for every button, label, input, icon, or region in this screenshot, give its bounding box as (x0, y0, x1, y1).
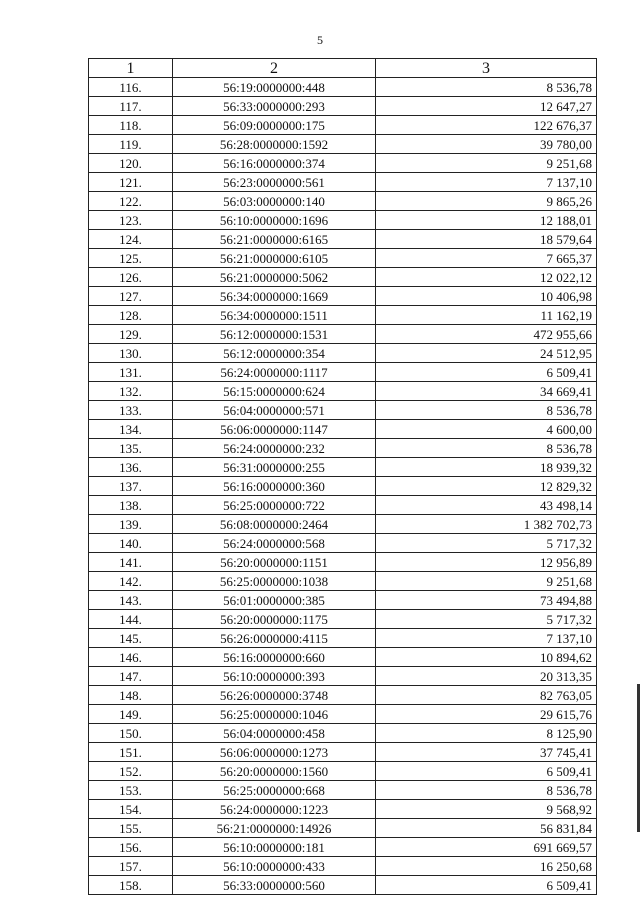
row-number: 151. (89, 743, 173, 762)
amount-value: 8 536,78 (376, 78, 597, 97)
cadastral-number: 56:34:0000000:1669 (173, 287, 376, 306)
row-number: 156. (89, 838, 173, 857)
cadastral-number: 56:16:0000000:374 (173, 154, 376, 173)
amount-value: 5 717,32 (376, 534, 597, 553)
amount-value: 9 865,26 (376, 192, 597, 211)
amount-value: 8 536,78 (376, 401, 597, 420)
cadastral-number: 56:19:0000000:448 (173, 78, 376, 97)
row-number: 153. (89, 781, 173, 800)
amount-value: 10 894,62 (376, 648, 597, 667)
cadastral-number: 56:33:0000000:293 (173, 97, 376, 116)
row-number: 158. (89, 876, 173, 895)
header-col-1: 1 (89, 59, 173, 78)
table-row (89, 819, 597, 838)
row-number: 121. (89, 173, 173, 192)
table-row (89, 648, 597, 667)
table-row (89, 496, 597, 515)
cadastral-number: 56:04:0000000:571 (173, 401, 376, 420)
amount-value: 9 251,68 (376, 572, 597, 591)
amount-value: 7 665,37 (376, 249, 597, 268)
row-number: 146. (89, 648, 173, 667)
row-number: 138. (89, 496, 173, 515)
row-number: 136. (89, 458, 173, 477)
table-row (89, 268, 597, 287)
cadastral-number: 56:03:0000000:140 (173, 192, 376, 211)
table-row (89, 838, 597, 857)
row-number: 135. (89, 439, 173, 458)
table-row (89, 420, 597, 439)
row-number: 132. (89, 382, 173, 401)
amount-value: 37 745,41 (376, 743, 597, 762)
header-col-2: 2 (173, 59, 376, 78)
cadastral-number: 56:15:0000000:624 (173, 382, 376, 401)
cadastral-number: 56:21:0000000:6105 (173, 249, 376, 268)
row-number: 120. (89, 154, 173, 173)
table-row (89, 572, 597, 591)
amount-value: 12 829,32 (376, 477, 597, 496)
row-number: 145. (89, 629, 173, 648)
cadastral-number: 56:10:0000000:181 (173, 838, 376, 857)
table-row (89, 477, 597, 496)
table-row (89, 686, 597, 705)
table-row (89, 97, 597, 116)
table-row (89, 629, 597, 648)
amount-value: 691 669,57 (376, 838, 597, 857)
amount-value: 6 509,41 (376, 876, 597, 895)
amount-value: 34 669,41 (376, 382, 597, 401)
table-row (89, 306, 597, 325)
table-row (89, 363, 597, 382)
table-row (89, 515, 597, 534)
row-number: 140. (89, 534, 173, 553)
amount-value: 73 494,88 (376, 591, 597, 610)
row-number: 130. (89, 344, 173, 363)
amount-value: 29 615,76 (376, 705, 597, 724)
cadastral-number: 56:23:0000000:561 (173, 173, 376, 192)
header-col-3: 3 (376, 59, 597, 78)
table-row (89, 325, 597, 344)
row-number: 142. (89, 572, 173, 591)
row-number: 148. (89, 686, 173, 705)
cadastral-number: 56:16:0000000:360 (173, 477, 376, 496)
cadastral-number: 56:20:0000000:1151 (173, 553, 376, 572)
cadastral-number: 56:21:0000000:6165 (173, 230, 376, 249)
table-row (89, 78, 597, 97)
table-row (89, 401, 597, 420)
row-number: 147. (89, 667, 173, 686)
table-row (89, 591, 597, 610)
amount-value: 8 536,78 (376, 781, 597, 800)
table-row (89, 743, 597, 762)
cadastral-number: 56:28:0000000:1592 (173, 135, 376, 154)
cadastral-number: 56:26:0000000:4115 (173, 629, 376, 648)
table-row (89, 724, 597, 743)
amount-value: 18 939,32 (376, 458, 597, 477)
table-row (89, 553, 597, 572)
table-row (89, 781, 597, 800)
row-number: 157. (89, 857, 173, 876)
row-number: 127. (89, 287, 173, 306)
row-number: 150. (89, 724, 173, 743)
row-number: 154. (89, 800, 173, 819)
table-row (89, 439, 597, 458)
table-row (89, 249, 597, 268)
cadastral-number: 56:10:0000000:433 (173, 857, 376, 876)
amount-value: 8 536,78 (376, 439, 597, 458)
table-row (89, 762, 597, 781)
page-number: 5 (317, 33, 323, 47)
cadastral-number: 56:31:0000000:255 (173, 458, 376, 477)
amount-value: 10 406,98 (376, 287, 597, 306)
row-number: 123. (89, 211, 173, 230)
amount-value: 12 956,89 (376, 553, 597, 572)
amount-value: 43 498,14 (376, 496, 597, 515)
cadastral-number: 56:09:0000000:175 (173, 116, 376, 135)
cadastral-number: 56:25:0000000:722 (173, 496, 376, 515)
cadastral-number: 56:33:0000000:560 (173, 876, 376, 895)
table-row (89, 876, 597, 895)
cadastral-number: 56:06:0000000:1147 (173, 420, 376, 439)
cadastral-number: 56:21:0000000:5062 (173, 268, 376, 287)
cadastral-number: 56:12:0000000:1531 (173, 325, 376, 344)
cadastral-number: 56:24:0000000:1223 (173, 800, 376, 819)
cadastral-number: 56:16:0000000:660 (173, 648, 376, 667)
cadastral-number: 56:20:0000000:1560 (173, 762, 376, 781)
cadastral-number: 56:24:0000000:232 (173, 439, 376, 458)
table-row (89, 534, 597, 553)
table-row (89, 116, 597, 135)
row-number: 129. (89, 325, 173, 344)
row-number: 149. (89, 705, 173, 724)
row-number: 133. (89, 401, 173, 420)
row-number: 155. (89, 819, 173, 838)
cadastral-number: 56:26:0000000:3748 (173, 686, 376, 705)
row-number: 124. (89, 230, 173, 249)
amount-value: 7 137,10 (376, 629, 597, 648)
amount-value: 9 568,92 (376, 800, 597, 819)
table-row (89, 173, 597, 192)
table-row (89, 344, 597, 363)
cadastral-number: 56:01:0000000:385 (173, 591, 376, 610)
amount-value: 56 831,84 (376, 819, 597, 838)
row-number: 117. (89, 97, 173, 116)
table-row (89, 211, 597, 230)
table-row (89, 382, 597, 401)
row-number: 128. (89, 306, 173, 325)
amount-value: 5 717,32 (376, 610, 597, 629)
amount-value: 18 579,64 (376, 230, 597, 249)
amount-value: 1 382 702,73 (376, 515, 597, 534)
cadastral-number: 56:34:0000000:1511 (173, 306, 376, 325)
cadastral-number: 56:24:0000000:1117 (173, 363, 376, 382)
amount-value: 7 137,10 (376, 173, 597, 192)
cadastral-number: 56:25:0000000:1046 (173, 705, 376, 724)
amount-value: 39 780,00 (376, 135, 597, 154)
row-number: 144. (89, 610, 173, 629)
table-row (89, 230, 597, 249)
amount-value: 122 676,37 (376, 116, 597, 135)
row-number: 122. (89, 192, 173, 211)
table-row (89, 287, 597, 306)
cadastral-number: 56:24:0000000:568 (173, 534, 376, 553)
row-number: 152. (89, 762, 173, 781)
amount-value: 12 647,27 (376, 97, 597, 116)
amount-value: 4 600,00 (376, 420, 597, 439)
cadastral-number: 56:12:0000000:354 (173, 344, 376, 363)
amount-value: 6 509,41 (376, 363, 597, 382)
row-number: 141. (89, 553, 173, 572)
table-row (89, 667, 597, 686)
row-number: 118. (89, 116, 173, 135)
amount-value: 12 022,12 (376, 268, 597, 287)
amount-value: 20 313,35 (376, 667, 597, 686)
cadastral-number: 56:10:0000000:393 (173, 667, 376, 686)
cadastral-number: 56:06:0000000:1273 (173, 743, 376, 762)
row-number: 143. (89, 591, 173, 610)
row-number: 131. (89, 363, 173, 382)
table-row (89, 135, 597, 154)
row-number: 119. (89, 135, 173, 154)
amount-value: 9 251,68 (376, 154, 597, 173)
cadastral-number: 56:04:0000000:458 (173, 724, 376, 743)
table-row (89, 154, 597, 173)
row-number: 134. (89, 420, 173, 439)
cadastral-number: 56:25:0000000:1038 (173, 572, 376, 591)
row-number: 125. (89, 249, 173, 268)
data-table (88, 58, 597, 895)
row-number: 126. (89, 268, 173, 287)
amount-value: 472 955,66 (376, 325, 597, 344)
table-row (89, 458, 597, 477)
amount-value: 82 763,05 (376, 686, 597, 705)
cadastral-number: 56:25:0000000:668 (173, 781, 376, 800)
row-number: 137. (89, 477, 173, 496)
table-row (89, 800, 597, 819)
cadastral-number: 56:10:0000000:1696 (173, 211, 376, 230)
table-row (89, 857, 597, 876)
row-number: 116. (89, 78, 173, 97)
amount-value: 16 250,68 (376, 857, 597, 876)
cadastral-number: 56:08:0000000:2464 (173, 515, 376, 534)
amount-value: 11 162,19 (376, 306, 597, 325)
row-number: 139. (89, 515, 173, 534)
amount-value: 8 125,90 (376, 724, 597, 743)
amount-value: 12 188,01 (376, 211, 597, 230)
cadastral-number: 56:21:0000000:14926 (173, 819, 376, 838)
amount-value: 24 512,95 (376, 344, 597, 363)
amount-value: 6 509,41 (376, 762, 597, 781)
header-row (89, 59, 597, 78)
table-row (89, 192, 597, 211)
cadastral-number: 56:20:0000000:1175 (173, 610, 376, 629)
table-row (89, 705, 597, 724)
table-row (89, 610, 597, 629)
